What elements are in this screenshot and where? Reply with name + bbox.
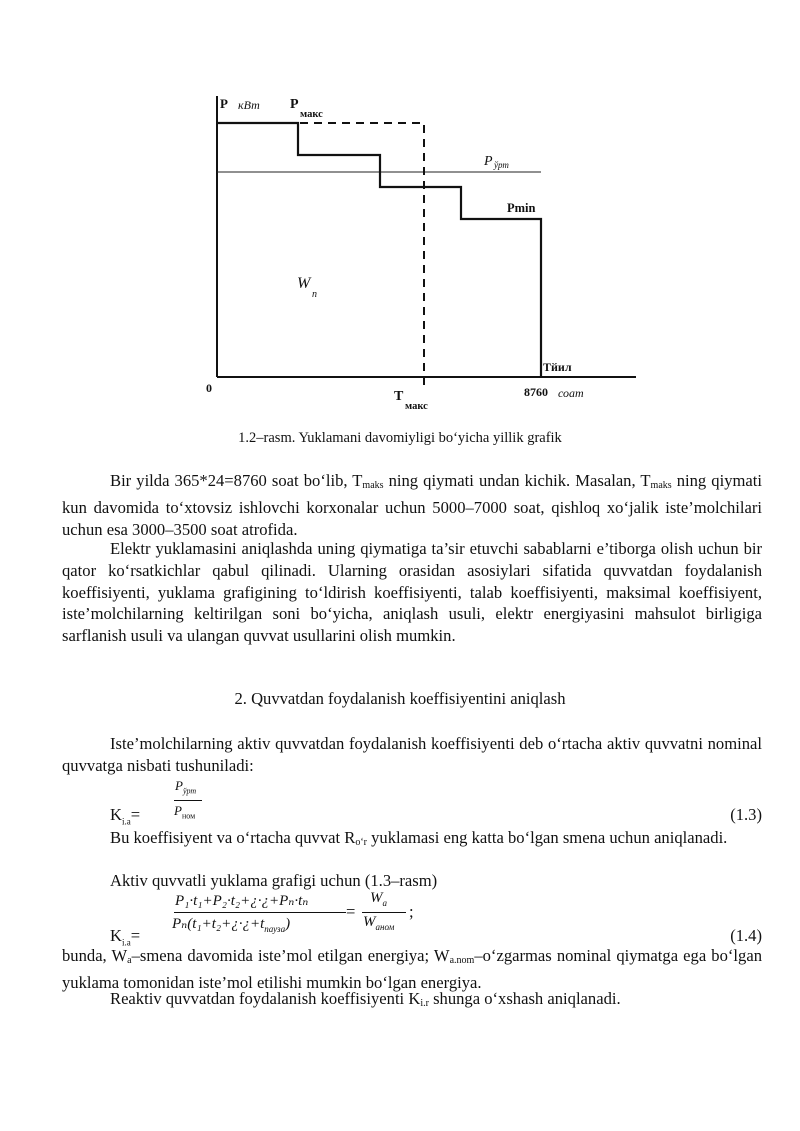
y-axis-label: P	[220, 96, 228, 111]
max-power-dashed-line	[300, 123, 424, 388]
paragraph-load-factors: Elektr yuklamasini aniqlashda uning qiymatiga ta’sir etuvchi sabablarni e’tiborga olish uchun bir qator ko‘rsatkichlar qabul qilinadi. Ularning orasidan asosiylari sifatida quvvatdan foydalanish koeffisiyenti, yuklama grafigining to‘ldirish koeffisiyenti, talab koeffisiyenti, maksimal koeffisiyent, iste’molchilarning keltirilgan soni bo‘yicha, aniqlash usuli, elektr energiyasini mahsulot birligiga sarflanish usuli va ulangan quvvat usullarini olish mumkin.	[62, 539, 762, 646]
paragraph-graph-ref: Aktiv quvvatli yuklama grafigi uchun (1.3–rasm)	[110, 871, 438, 890]
paragraph-reactive: Reaktiv quvvatdan foydalanish koeffisiyenti $K_{i.r}$ shunga o‘xshash aniqlanadi.	[110, 989, 621, 1009]
p-max-sub: макс	[300, 109, 323, 120]
load-duration-graph	[0, 0, 800, 425]
figure-caption: 1.2–rasm. Yuklamani davomiyligi bo‘yicha yillik grafik	[238, 430, 562, 446]
energy-area-label: W	[297, 275, 311, 292]
hours-unit: соат	[558, 386, 584, 400]
paragraph-definition: Iste’molchilarning aktiv quvvatdan foydalanish koeffisiyenti deb o‘rtacha aktiv quvvatni nominal quvvatga nisbati tushuniladi:	[62, 734, 762, 775]
paragraph-shift: Bu koeffisiyent va o‘rtacha quvvat $R_{o‘r}$ yuklamasi eng katta bo‘lgan smena uchun aniqlanadi.	[110, 828, 728, 848]
p-avg-sub: ўрт	[494, 160, 509, 170]
paragraph-where: bunda, $W_a$–smena davomida iste’mol etilgan energiya; $W_{a.nom}-o‘zgarmas$ nominal qiymatga ega bo‘lgan yuklama tomonidan iste’mol etilishi mumkin bo‘lgan energiya.	[62, 946, 762, 992]
p-avg-label: P	[484, 154, 493, 169]
paragraph-year-hours: Bir yilda 365*24=8760 soat bo‘lib, $T_{maks}$ ning qiymati undan kichik. Masalan, $T_{maks}$ ning qiymati kun davomida to‘xtovsiz ishlovchi korxonalar uchun 5000–7000 soat, qishloq xo‘jalik iste’molchilari uchun esa 3000–3500 soat atrofida.	[62, 471, 762, 539]
section-heading: 2. Quvvatdan foydalanish koeffisiyentini aniqlash	[234, 689, 566, 708]
origin-label: 0	[206, 381, 212, 395]
energy-area-sub: п	[312, 289, 317, 300]
t-max-sub: макс	[405, 401, 428, 412]
t-max-label: T	[394, 389, 404, 404]
p-max-label: P	[290, 97, 299, 112]
y-axis-unit: кВт	[238, 98, 260, 112]
t-year-label: Tйил	[543, 360, 572, 374]
hours-value: 8760	[524, 385, 548, 399]
p-min-label: Pmin	[507, 201, 536, 215]
